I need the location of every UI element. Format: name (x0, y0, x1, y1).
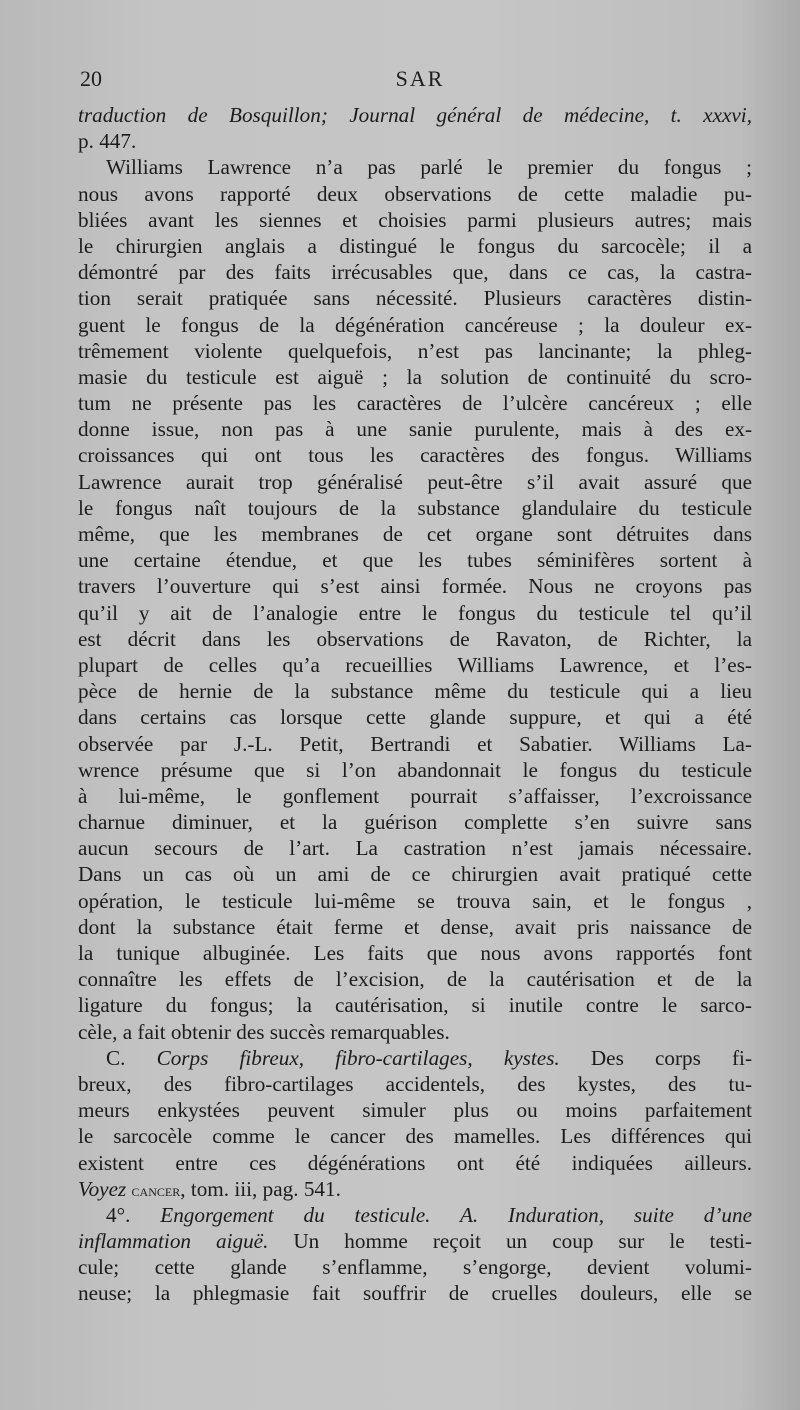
text-line (78, 940, 752, 966)
text-segment: C. (106, 1045, 157, 1070)
text-line (78, 259, 752, 285)
text-segment: cule; cette glande s’enflamme, s’engorge, devient volumi- (78, 1255, 752, 1280)
text-line (78, 338, 752, 364)
text-line (78, 704, 752, 730)
text-line (78, 992, 752, 1018)
text-line (78, 652, 752, 678)
text-segment: même, que les membranes de cet organe sont détruites dans (78, 522, 752, 546)
text-line (78, 1045, 752, 1071)
body-text (78, 102, 752, 1307)
text-segment: observée par J.-L. Petit, Bertrandi et Sabatier. Williams La- (78, 731, 752, 756)
text-segment: trêmement violente quelquefois, n’est pas lancinante; la phleg- (78, 338, 752, 363)
text-segment: breux, des fibro-cartilages accidentels, des kystes, des tu- (78, 1071, 752, 1096)
text-segment: Lawrence aurait trop généralisé peut-être s’il avait assuré que (78, 469, 752, 494)
text-line (78, 495, 752, 521)
text-segment: le chirurgien anglais a distingué le fongus du sarcocèle; il a (78, 233, 752, 258)
text-line (78, 1202, 752, 1228)
text-segment: une certaine étendue, et que les tubes séminifères sortent à (78, 548, 752, 573)
text-segment: aucun secours de l’art. La castration n’est jamais nécessaire. (78, 836, 752, 861)
text-segment: connaître les effets de l’excision, de la cautérisation et de la (78, 967, 752, 992)
text-segment: existent entre ces dégénérations ont été indiquées ailleurs. (78, 1150, 752, 1175)
text-segment: Engorgement du testicule. A. Induration, suite d’une (160, 1202, 752, 1227)
text-segment: ligature du fongus; la cautérisation, si inutile contre le sarco- (78, 993, 752, 1018)
text-segment: cancer (131, 1180, 181, 1200)
text-segment: démontré par des faits irrécusables que, dans ce cas, la castra- (78, 260, 752, 285)
text-line (78, 102, 752, 128)
text-segment: nous avons rapporté deux observations de cette maladie pu- (78, 181, 752, 206)
text-line (78, 207, 752, 233)
text-segment: 4°. (106, 1202, 161, 1227)
text-segment: wrence présume que si l’on abandonnait le fongus du testicule (78, 757, 752, 782)
text-segment: neuse; la phlegmasie fait souffrir de cruelles douleurs, elle se (78, 1281, 752, 1306)
text-segment: opération, le testicule lui-même se trouva sain, et le fongus , (78, 888, 752, 913)
text-segment: meurs enkystées peuvent simuler plus ou moins parfaitement (78, 1098, 752, 1123)
text-segment: est décrit dans les observations de Ravaton, de Richter, la (78, 626, 752, 651)
text-segment: Voyez (78, 1176, 127, 1201)
text-segment: dont la substance était ferme et dense, avait pris naissance de (78, 914, 752, 939)
text-line (78, 914, 752, 940)
text-line (78, 416, 752, 442)
text-line (78, 573, 752, 599)
text-line (78, 312, 752, 338)
text-segment: Un homme reçoit un coup sur le testi- (268, 1229, 752, 1254)
text-segment: le fongus naît toujours de la substance glandulaire du testicule (78, 495, 752, 520)
text-line (78, 783, 752, 809)
text-segment: cèle, a fait obtenir des succès remarquables. (78, 1019, 450, 1044)
text-segment: travers l’ouverture qui s’est ainsi formée. Nous ne croyons pas (78, 574, 752, 599)
text-line (78, 128, 752, 154)
text-segment: croissances qui ont tous les caractères des fongus. Williams (78, 443, 752, 468)
text-line (78, 835, 752, 861)
text-segment: charnue diminuer, et la guérison complette s’en suivre sans (78, 810, 752, 835)
text-segment: p. 447. (78, 129, 137, 154)
text-segment: tion serait pratiquée sans nécessité. Plusieurs caractères distin- (78, 286, 752, 311)
page-number: 20 (80, 66, 102, 91)
text-line (78, 547, 752, 573)
running-head: SAR (395, 66, 445, 91)
text-segment: la tunique albuginée. Les faits que nous avons rapportés font (78, 941, 752, 965)
text-segment: pèce de hernie de la substance même du testicule qui a lieu (78, 679, 752, 704)
text-line (78, 861, 752, 887)
text-line (78, 1019, 752, 1045)
text-line (78, 1280, 752, 1306)
text-segment: , tom. iii, pag. 541. (180, 1176, 341, 1201)
text-line (78, 154, 752, 180)
text-segment: à lui-même, le gonflement pourrait s’affaisser, l’excroissance (78, 783, 752, 808)
text-line (78, 626, 752, 652)
text-line (78, 678, 752, 704)
text-segment: dans certains cas lorsque cette glande suppure, et qui a été (78, 705, 752, 730)
text-line (78, 181, 752, 207)
text-line (78, 364, 752, 390)
text-segment: guent le fongus de la dégénération cancéreuse ; la douleur ex- (78, 312, 752, 337)
text-line (78, 731, 752, 757)
text-segment: Corps fibreux, fibro-cartilages, kystes. (156, 1045, 560, 1070)
text-segment: Dans un cas où un ami de ce chirurgien avait pratiqué cette (78, 862, 752, 887)
text-line (78, 1150, 752, 1176)
text-segment: qu’il y ait de l’analogie entre le fongus du testicule tel qu’il (78, 600, 752, 625)
text-line (78, 1123, 752, 1149)
text-line (78, 1176, 752, 1202)
text-line (78, 1228, 752, 1254)
text-line (78, 809, 752, 835)
text-segment: traduction de Bosquillon; Journal général de médecine, t. xxxvi, (78, 103, 752, 127)
text-line (78, 1097, 752, 1123)
text-segment: masie du testicule est aiguë ; la solution de continuité du scro- (78, 364, 752, 389)
text-line (78, 442, 752, 468)
text-segment: inflammation aiguë. (78, 1229, 269, 1254)
text-segment: Des corps fi- (559, 1045, 752, 1070)
text-line (78, 469, 752, 495)
text-line (78, 1254, 752, 1280)
text-line (78, 888, 752, 914)
text-line (78, 521, 752, 547)
text-line (78, 966, 752, 992)
text-segment: plupart de celles qu’a recueillies Williams Lawrence, et l’es- (78, 652, 752, 677)
text-line (78, 390, 752, 416)
text-line (78, 285, 752, 311)
text-line (78, 757, 752, 783)
text-segment: Williams Lawrence n’a pas parlé le premier du fongus ; (106, 155, 752, 180)
text-segment: tum ne présente pas les caractères de l’ulcère cancéreux ; elle (78, 391, 752, 416)
text-segment: le sarcocèle comme le cancer des mamelles. Les différences qui (78, 1124, 752, 1149)
text-line (78, 233, 752, 259)
text-segment: donne issue, non pas à une sanie purulente, mais à des ex- (78, 417, 752, 442)
text-line (78, 600, 752, 626)
text-segment: bliées avant les siennes et choisies parmi plusieurs autres; mais (78, 207, 752, 232)
text-line (78, 1071, 752, 1097)
page-header (80, 66, 760, 96)
